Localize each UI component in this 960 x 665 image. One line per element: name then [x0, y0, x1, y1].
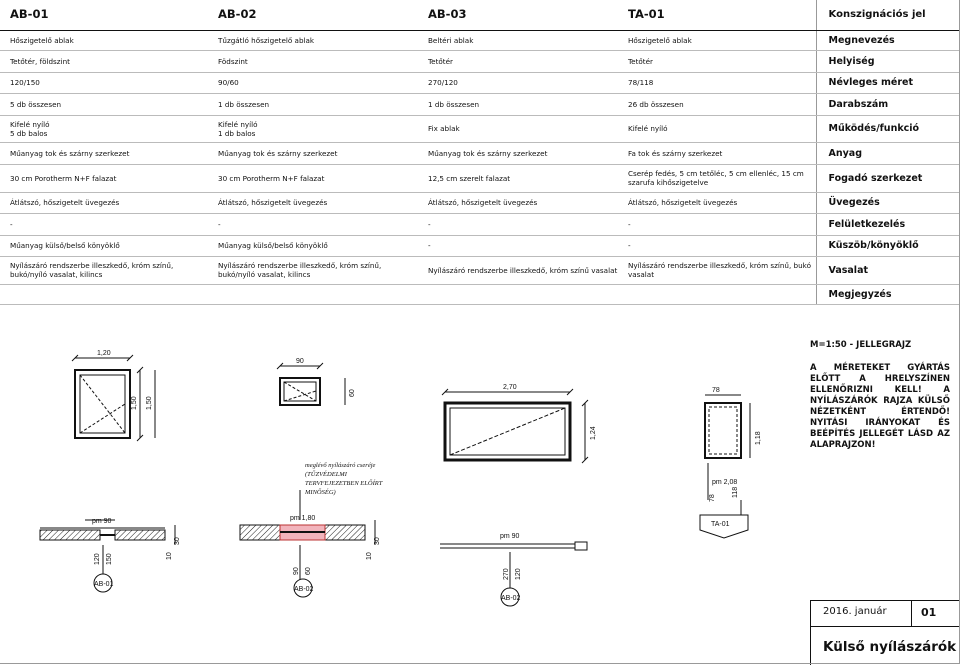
- ab03-section-dim-4: 120: [515, 568, 522, 580]
- cell-ta-01: Cserép fedés, 5 cm tetőléc, 5 cm ellenléc, 15 cm szarufa kihőszigetelve: [618, 164, 816, 192]
- cell-ab-03: Fix ablak: [418, 115, 618, 142]
- cell-ab-03: Nyílászáró rendszerbe illeszkedő, króm színű vasalat: [418, 256, 618, 284]
- ab01-width-dim: 1,20: [97, 350, 111, 357]
- row-label: Megnevezés: [816, 30, 960, 50]
- ab01-section-dim-1: 10: [166, 552, 173, 560]
- ab02-note-line-2: (TŰZVÉDELMI: [305, 471, 347, 478]
- ab03-level: pm 90: [500, 533, 520, 540]
- row-label: Üvegezés: [816, 192, 960, 213]
- row-label: Helyiség: [816, 50, 960, 72]
- col-header-ab02: AB-02: [208, 0, 418, 30]
- ab01-tag: AB-01: [94, 581, 114, 588]
- cell-ab-03: 1 db összesen: [418, 93, 618, 115]
- ta01-width-dim: 78: [712, 387, 720, 394]
- ab03-width-dim: 2,70: [503, 384, 517, 391]
- cell-ab-03: 270/120: [418, 72, 618, 93]
- row-label: Vasalat: [816, 256, 960, 284]
- cell-ab-01: -: [0, 213, 208, 235]
- cell-ab-01: Hőszigetelő ablak: [0, 30, 208, 50]
- cell-ab-03: Átlátszó, hőszigetelt üvegezés: [418, 192, 618, 213]
- row-label: Működés/funkció: [816, 115, 960, 142]
- ab02-height-dim: 60: [349, 389, 356, 397]
- ab02-width-dim: 90: [296, 358, 304, 365]
- sheet-title: Külső nyílászárók: [823, 639, 957, 655]
- row-label: Névleges méret: [816, 72, 960, 93]
- cell-ab-02: 90/60: [208, 72, 418, 93]
- row-label: Anyag: [816, 142, 960, 164]
- col-header-ab01: AB-01: [0, 0, 208, 30]
- ta01-tag: TA-01: [711, 521, 730, 528]
- ab03-height-dim: 1,24: [590, 426, 597, 440]
- ta01-depth-dim: 78: [709, 494, 716, 502]
- cell-ab-02: -: [208, 213, 418, 235]
- ab02-section-dim-3: 90: [293, 567, 300, 575]
- cell-ab-03: Beltéri ablak: [418, 30, 618, 50]
- cell-ab-02: Födszint: [208, 50, 418, 72]
- col-header-ta01: TA-01: [618, 0, 816, 30]
- ta01-level: pm 2,08: [712, 479, 738, 486]
- header-label: Konszignációs jel: [816, 0, 960, 30]
- cell-ab-03: -: [418, 235, 618, 256]
- ab01-height-dim: 1,50: [131, 396, 138, 410]
- cell-ta-01: -: [618, 235, 816, 256]
- cell-ab-02: Kifelé nyíló 1 db balos: [208, 115, 418, 142]
- ab02-note-line-1: meglévő nyílászáró cseréje: [305, 462, 376, 469]
- row-label: Megjegyzés: [816, 284, 960, 304]
- cell-ab-03: Tetőtér: [418, 50, 618, 72]
- cell-ab-02: Nyílászáró rendszerbe illeszkedő, króm színű, bukó/nyíló vasalat, kilincs: [208, 256, 418, 284]
- cell-ab-01: Nyílászáró rendszerbe illeszkedő, króm színű, bukó/nyíló vasalat, kilincs: [0, 256, 208, 284]
- ab02-section-dim-1: 10: [366, 552, 373, 560]
- ab02-note-line-4: MINŐSÉG): [305, 489, 336, 496]
- general-note: A MÉRETEKET GYÁRTÁS ELŐTT A HRELYSZÍNEN ELLENŐRIZNI KELL! A NYÍLÁSZÁRÓK RAJZA KÜLSŐ NÉZETKÉNT ÉRTENDŐ! NYITÁSI IRÁNYOKAT ÉS BEÉPÍTÉS JELLEGÉT LÁSD AZ ALAPRAJZON!: [810, 363, 950, 450]
- ab03-section-dim-3: 270: [503, 568, 510, 580]
- cell-ab-02: 1 db összesen: [208, 93, 418, 115]
- ab02-note-line-3: TERVFEJEZETBEN ELŐÍRT: [305, 480, 383, 487]
- ab01-section-dim-4: 150: [106, 553, 113, 565]
- ab01-section-dim-2: 30: [174, 537, 181, 545]
- cell-ta-01: Tetőtér: [618, 50, 816, 72]
- ab01-level: pm 90: [92, 518, 112, 525]
- cell-ta-01: -: [618, 213, 816, 235]
- cell-ab-02: Műanyag külső/belső könyöklő: [208, 235, 418, 256]
- ab02-level: pm 1,80: [290, 515, 316, 522]
- cell-ab-01: Műanyag tok és szárny szerkezet: [0, 142, 208, 164]
- cell-ta-01: Fa tok és szárny szerkezet: [618, 142, 816, 164]
- ab03-tag: AB-02: [501, 595, 521, 602]
- cell-ta-01: Hőszigetelő ablak: [618, 30, 816, 50]
- row-label: Fogadó szerkezet: [816, 164, 960, 192]
- sheet-number: 01: [921, 606, 937, 619]
- ta01-height-dim-2: 118: [732, 486, 739, 498]
- cell-ab-03: 12,5 cm szerelt falazat: [418, 164, 618, 192]
- scale-note: M=1:50 - JELLEGRAJZ: [810, 340, 912, 350]
- ab02-section-dim-2: 30: [374, 537, 381, 545]
- row-label: Felületkezelés: [816, 213, 960, 235]
- row-label: Darabszám: [816, 93, 960, 115]
- cell-ta-01: 78/118: [618, 72, 816, 93]
- ab01-section-dim-3: 120: [94, 553, 101, 565]
- cell-ta-01: 26 db összesen: [618, 93, 816, 115]
- cell-ab-01: 30 cm Porotherm N+F falazat: [0, 164, 208, 192]
- cell-ta-01: Átlátszó, hőszigetelt üvegezés: [618, 192, 816, 213]
- cell-ab-03: Műanyag tok és szárny szerkezet: [418, 142, 618, 164]
- cell-ab-01: Kifelé nyíló 5 db balos: [0, 115, 208, 142]
- cell-ta-01: Nyílászáró rendszerbe illeszkedő, króm színű, bukó vasalat: [618, 256, 816, 284]
- ab02-section-dim-4: 60: [305, 567, 312, 575]
- cell-ab-02: Tűzgátló hőszigetelő ablak: [208, 30, 418, 50]
- cell-ab-01: 120/150: [0, 72, 208, 93]
- cell-ab-02: Átlátszó, hőszigetelt üvegezés: [208, 192, 418, 213]
- cell-ab-02: Műanyag tok és szárny szerkezet: [208, 142, 418, 164]
- cell-ta-01: Kifelé nyíló: [618, 115, 816, 142]
- ab02-tag: AB-02: [294, 586, 314, 593]
- cell-ab-03: -: [418, 213, 618, 235]
- col-header-ab03: AB-03: [418, 0, 618, 30]
- ta01-height-dim: 1,18: [755, 431, 762, 445]
- cell-ab-02: 30 cm Porotherm N+F falazat: [208, 164, 418, 192]
- cell-ab-01: Átlátszó, hőszigetelt üvegezés: [0, 192, 208, 213]
- cell-ab-01: Tetőtér, földszint: [0, 50, 208, 72]
- ab01-height-dim-2: 1,50: [146, 396, 153, 410]
- date: 2016. január: [823, 606, 887, 617]
- cell-ab-01: 5 db összesen: [0, 93, 208, 115]
- cell-ab-01: Műanyag külső/belső könyöklő: [0, 235, 208, 256]
- row-label: Küszöb/könyöklő: [816, 235, 960, 256]
